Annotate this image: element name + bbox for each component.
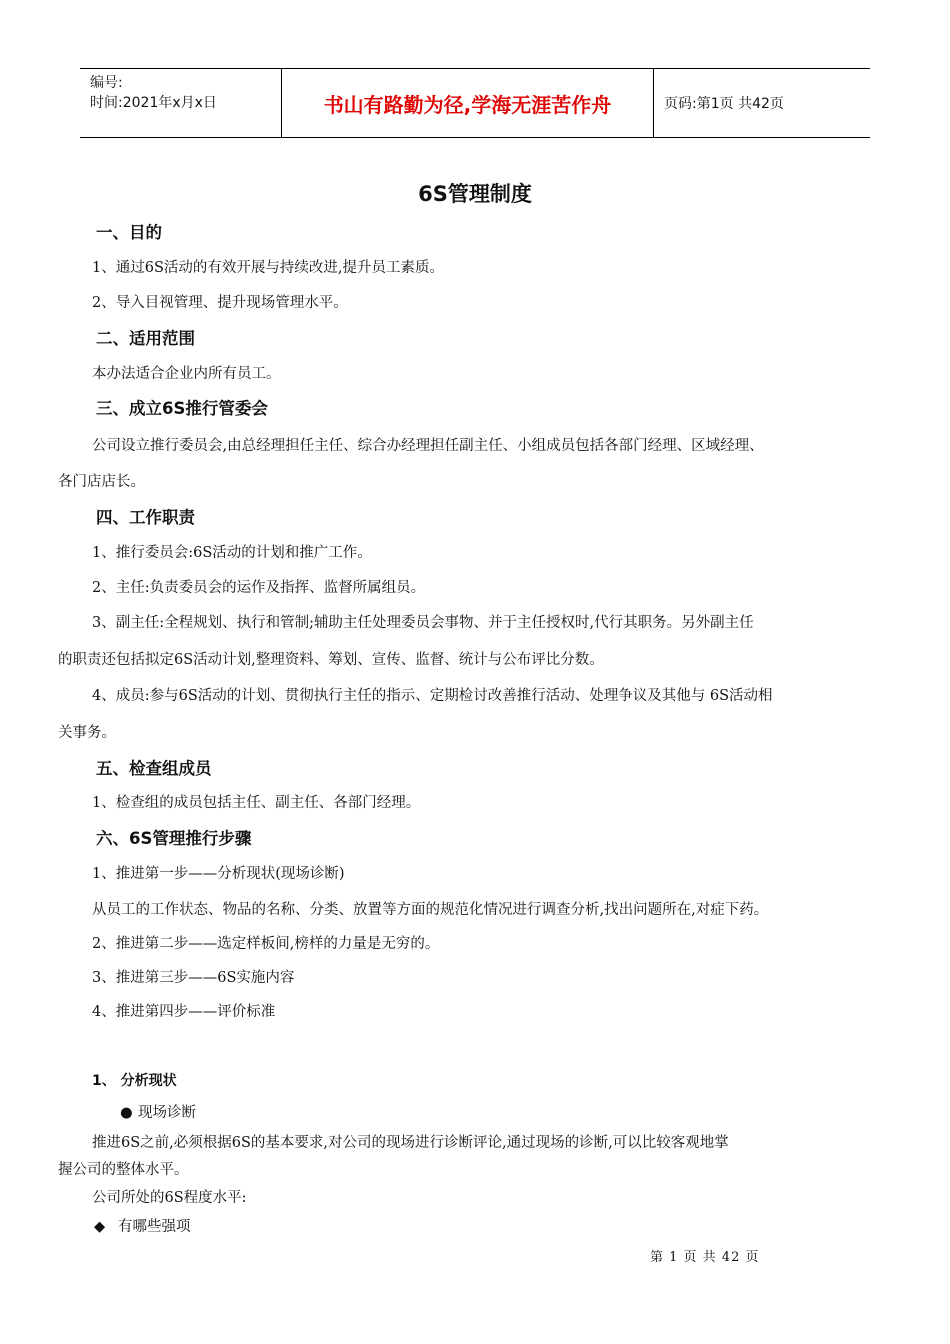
header-meta (80, 69, 281, 137)
section-5-heading: 五、检查组成员 (96, 759, 212, 778)
section-3-paragraph-1a: 公司设立推行委员会,由总经理担任主任、综合办经理担任副主任、小组成员包括各部门经理、区域经理、 (92, 438, 764, 454)
header-motto: 书山有路勤为径,学海无涯苦作舟 (281, 69, 654, 137)
subsection-1-paragraph-1a: 推进6S之前,必须根据6S的基本要求,对公司的现场进行诊断评论,通过现场的诊断,可以比较客观地掌 (92, 1135, 729, 1151)
section-1-heading: 一、目的 (96, 223, 162, 242)
section-1-paragraph-2: 2、导入目视管理、提升现场管理水平。 (92, 295, 348, 311)
subsection-1-paragraph-2: 公司所处的6S程度水平: (92, 1190, 247, 1206)
section-3-heading: 三、成立6S推行管委会 (96, 399, 268, 418)
diamond-bullet-icon: ◆ (94, 1219, 106, 1235)
section-4-paragraph-1: 1、推行委员会:6S活动的计划和推广工作。 (92, 545, 372, 561)
subsection-1-heading: 1、 分析现状 (92, 1073, 177, 1089)
section-4-paragraph-2: 2、主任:负责委员会的运作及指挥、监督所属组员。 (92, 580, 426, 596)
section-1-paragraph-1: 1、通过6S活动的有效开展与持续改进,提升员工素质。 (92, 260, 444, 276)
section-6-paragraph-1: 1、推进第一步——分析现状(现场诊断) (92, 866, 345, 882)
section-2-paragraph-1: 本办法适合企业内所有员工。 (92, 366, 281, 382)
section-6-paragraph-5: 4、推进第四步——评价标准 (92, 1004, 276, 1020)
section-6-paragraph-2: 从员工的工作状态、物品的名称、分类、放置等方面的规范化情况进行调查分析,找出问题所在,对症下药。 (92, 902, 769, 918)
section-4-paragraph-3a: 3、副主任:全程规划、执行和管制;辅助主任处理委员会事物、并于主任授权时,代行其职务。另外副主任 (92, 615, 754, 631)
section-4-paragraph-4b: 关事务。 (58, 725, 116, 741)
bullet-item-1-text: 现场诊断 (138, 1105, 196, 1121)
header-page-code: 页码:第1页 共42页 (664, 96, 784, 112)
page-header (80, 68, 870, 138)
section-4-heading: 四、工作职责 (96, 508, 195, 527)
bullet-item-1 (120, 1101, 196, 1122)
bullet-item-2 (94, 1215, 191, 1236)
section-2-heading: 二、适用范围 (96, 329, 195, 348)
section-6-paragraph-4: 3、推进第三步——6S实施内容 (92, 970, 295, 986)
section-5-paragraph-1: 1、检查组的成员包括主任、副主任、各部门经理。 (92, 795, 421, 811)
header-time-label: 时间:2021年x月x日 (90, 95, 217, 111)
header-number-label: 编号: (90, 75, 123, 91)
page-footer: 第 1 页 共 42 页 (650, 1250, 760, 1265)
section-6-paragraph-3: 2、推进第二步——选定样板间,榜样的力量是无穷的。 (92, 936, 440, 952)
section-4-paragraph-3b: 的职责还包括拟定6S活动计划,整理资料、筹划、宣传、监督、统计与公布评比分数。 (58, 652, 604, 668)
document-title: 6S管理制度 (418, 182, 532, 206)
bullet-item-2-text: 有哪些强项 (118, 1219, 191, 1235)
section-6-heading: 六、6S管理推行步骤 (96, 829, 252, 848)
section-3-paragraph-1b: 各门店店长。 (58, 474, 145, 490)
subsection-1-paragraph-1b: 握公司的整体水平。 (58, 1162, 189, 1178)
section-4-paragraph-4a: 4、成员:参与6S活动的计划、贯彻执行主任的指示、定期检讨改善推行活动、处理争议及其他与 6S活动相 (92, 688, 773, 704)
filled-circle-bullet-icon: ● (120, 1105, 133, 1121)
